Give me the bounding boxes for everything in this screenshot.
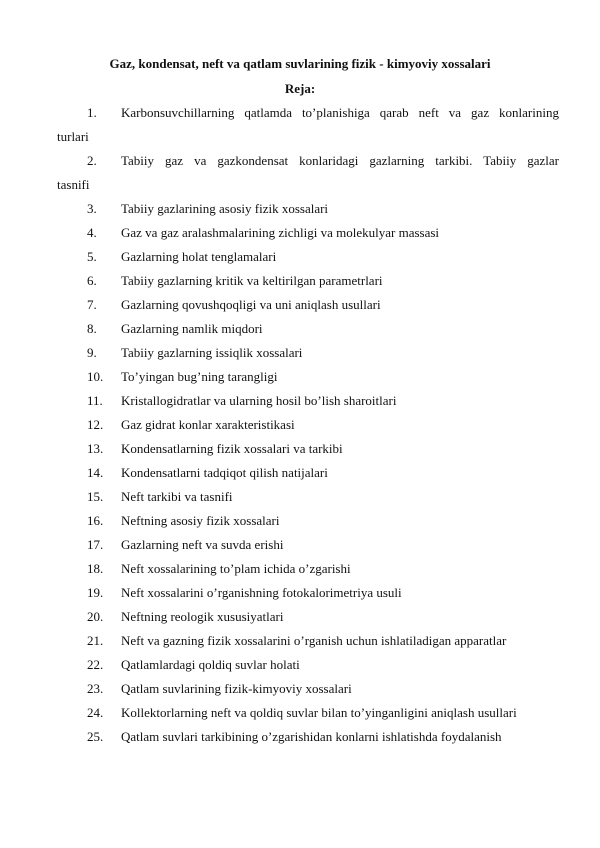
item-text: Neftning asosiy fizik xossalari xyxy=(121,513,280,528)
item-number: 20. xyxy=(87,609,104,624)
item-text: Tabiiy gazlarning issiqlik xossalari xyxy=(121,345,303,360)
item-text: Neft tarkibi va tasnifi xyxy=(121,489,233,504)
list-item xyxy=(57,152,559,193)
list-item xyxy=(87,464,559,481)
list-item xyxy=(87,632,559,649)
item-text: Tabiiy gaz va gazkondensat konlaridagi gazlarning tarkibi. Tabiiy gazlar xyxy=(121,153,559,168)
list-item xyxy=(87,296,559,313)
item-text: Kristallogidratlar va ularning hosil bo’lish sharoitlari xyxy=(121,393,397,408)
item-text-continued: tasnifi xyxy=(57,177,90,192)
item-number: 6. xyxy=(87,273,97,288)
item-number: 22. xyxy=(87,657,104,672)
item-text: Neftning reologik xususiyatlari xyxy=(121,609,284,624)
item-number: 15. xyxy=(87,489,104,504)
list-item xyxy=(87,224,559,241)
list-item xyxy=(87,416,559,433)
list-item xyxy=(57,104,559,145)
item-number: 14. xyxy=(87,465,104,480)
plan-list xyxy=(57,104,559,752)
item-text-continued: turlari xyxy=(57,129,89,144)
item-text: Qatlam suvlarining fizik-kimyoviy xossalari xyxy=(121,681,352,696)
item-number: 10. xyxy=(87,369,104,384)
item-text: Qatlam suvlari tarkibining o’zgarishidan konlarni ishlatishda foydalanish xyxy=(121,729,502,744)
list-item xyxy=(87,584,559,601)
list-item xyxy=(87,344,559,361)
item-number: 17. xyxy=(87,537,104,552)
list-item xyxy=(87,320,559,337)
list-item xyxy=(87,248,559,265)
item-number: 12. xyxy=(87,417,104,432)
list-item xyxy=(87,728,559,745)
item-text: Qatlamlardagi qoldiq suvlar holati xyxy=(121,657,300,672)
item-text: Gazlarning neft va suvda erishi xyxy=(121,537,284,552)
list-item xyxy=(87,560,559,577)
list-item xyxy=(87,536,559,553)
list-item xyxy=(87,680,559,697)
item-number: 11. xyxy=(87,393,103,408)
item-text: Tabiiy gazlarining asosiy fizik xossalari xyxy=(121,201,329,216)
item-text: Neft xossalarini o’rganishning fotokalorimetriya usuli xyxy=(121,585,402,600)
item-text: Kondensatlarni tadqiqot qilish natijalari xyxy=(121,465,328,480)
list-item xyxy=(87,656,559,673)
item-number: 16. xyxy=(87,513,104,528)
item-text: Neft va gazning fizik xossalarini o’rganish uchun ishlatiladigan apparatlar xyxy=(121,633,507,648)
item-number: 2. xyxy=(87,153,97,168)
item-text: Gazlarning namlik miqdori xyxy=(121,321,263,336)
list-item xyxy=(87,704,559,721)
item-number: 4. xyxy=(87,225,97,240)
list-item xyxy=(87,488,559,505)
item-number: 24. xyxy=(87,705,104,720)
item-number: 13. xyxy=(87,441,104,456)
item-text: Gazlarning holat tenglamalari xyxy=(121,249,277,264)
plan-heading: Reja: xyxy=(284,81,316,96)
list-item xyxy=(87,368,559,385)
item-number: 21. xyxy=(87,633,104,648)
item-number: 18. xyxy=(87,561,104,576)
item-text: Kondensatlarning fizik xossalari va tarkibi xyxy=(121,441,343,456)
item-text: To’yingan bug’ning tarangligi xyxy=(121,369,278,384)
list-item xyxy=(87,200,559,217)
list-item xyxy=(87,608,559,625)
item-number: 7. xyxy=(87,297,97,312)
item-number: 8. xyxy=(87,321,97,336)
list-item xyxy=(87,512,559,529)
document-title: Gaz, kondensat, neft va qatlam suvlarining fizik - kimyoviy xossalari xyxy=(109,56,491,71)
item-text: Neft xossalarining to’plam ichida o’zgarishi xyxy=(121,561,351,576)
item-text: Tabiiy gazlarning kritik va keltirilgan parametrlari xyxy=(121,273,383,288)
item-text: Gazlarning qovushqoqligi va uni aniqlash usullari xyxy=(121,297,381,312)
item-text: Gaz gidrat konlar xarakteristikasi xyxy=(121,417,295,432)
item-number: 5. xyxy=(87,249,97,264)
item-number: 3. xyxy=(87,201,97,216)
item-number: 1. xyxy=(87,105,97,120)
item-number: 23. xyxy=(87,681,104,696)
list-item xyxy=(87,272,559,289)
item-number: 9. xyxy=(87,345,97,360)
item-number: 25. xyxy=(87,729,104,744)
list-item xyxy=(87,392,559,409)
item-number: 19. xyxy=(87,585,104,600)
list-item xyxy=(87,440,559,457)
item-text: Karbonsuvchillarning qatlamda to’planishiga qarab neft va gaz konlarining xyxy=(121,105,559,120)
item-text: Gaz va gaz aralashmalarining zichligi va molekulyar massasi xyxy=(121,225,440,240)
item-text: Kollektorlarning neft va qoldiq suvlar bilan to’yinganligini aniqlash usullari xyxy=(121,705,517,720)
